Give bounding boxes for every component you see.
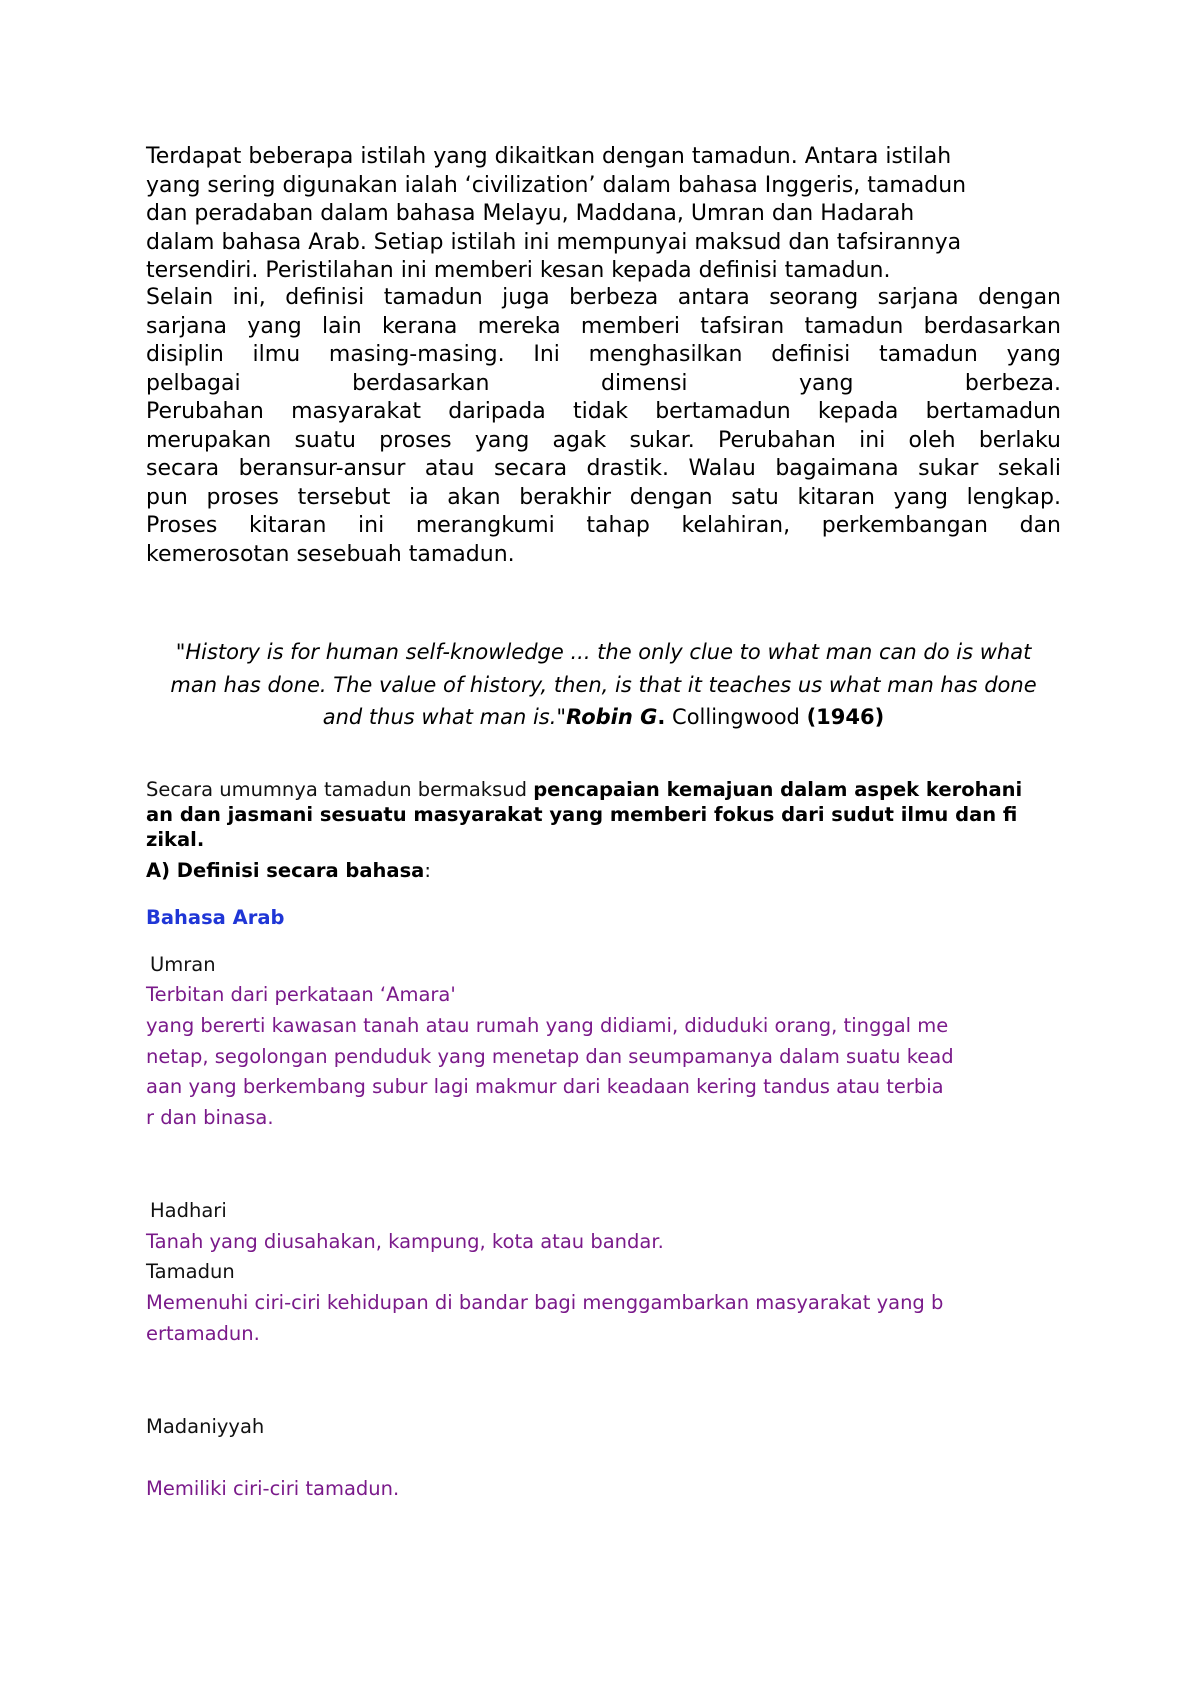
intro-rest: pencapaian kemajuan dalam aspek kerohani: [533, 778, 1023, 801]
definition-line: r dan binasa.: [146, 1105, 274, 1129]
paragraph-line: pun proses tersebut ia akan berakhir dengan satu kitaran yang lengkap.: [146, 484, 1061, 510]
definition-line: netap, segolongan penduduk yang menetap dan seumpamanya dalam suatu kead: [146, 1044, 954, 1068]
paragraph-line: secara beransur-ansur atau secara drastik. Walau bagaimana sukar sekali: [146, 456, 1061, 481]
quote-author-surname: Collingwood: [665, 705, 807, 729]
quote-line: [146, 701, 1061, 734]
paragraph-line: dalam bahasa Arab. Setiap istilah ini mempunyai maksud dan tafsirannya: [146, 229, 962, 255]
definition-intro: [146, 777, 1066, 852]
intro-lead: Secara umumnya tamadun bermaksud: [146, 778, 534, 801]
section-a-title: A) Definisi secara bahasa: [146, 859, 425, 882]
madaniyyah-definition: Memiliki ciri-ciri tamadun.: [146, 1477, 400, 1500]
paragraph-line: tersendiri. Peristilahan ini memberi kesan kepada definisi tamadun.: [146, 258, 891, 283]
collingwood-quote: [146, 636, 1061, 734]
paragraph-line: yang sering digunakan ialah ‘civilization’ dalam bahasa Inggeris, tamadun: [146, 172, 967, 198]
quote-author-name: Robin G: [566, 705, 658, 729]
intro-line: [146, 777, 1066, 802]
paragraph-line: kemerosotan sesebuah tamadun.: [146, 541, 515, 567]
definition-line: yang bererti kawasan tanah atau rumah yang didiami, diduduki orang, tinggal me: [146, 1014, 949, 1037]
tamadun-definition: [146, 1288, 1076, 1349]
paragraph-line: Terdapat beberapa istilah yang dikaitkan dengan tamadun. Antara istilah: [146, 144, 952, 169]
definition-line: ertamadun.: [146, 1321, 260, 1345]
term-hadhari: Hadhari: [150, 1199, 227, 1222]
paragraph-line: sarjana yang lain kerana mereka memberi tafsiran tamadun berdasarkan: [146, 313, 1061, 339]
paragraph-istilah-tamadun: [146, 143, 1061, 286]
paragraph-definisi-sarjana: [146, 284, 1061, 569]
quote-year: (1946): [806, 705, 885, 729]
umran-origin: Terbitan dari perkataan ‘Amara': [146, 983, 456, 1006]
quote-text: and thus what man is.": [322, 705, 567, 729]
bahasa-arab-heading: Bahasa Arab: [146, 906, 285, 929]
intro-line: zikal.: [146, 828, 205, 851]
quote-author-dot: .: [657, 705, 666, 729]
paragraph-line: Perubahan masyarakat daripada tidak bertamadun kepada bertamadun: [146, 399, 1061, 424]
intro-line: an dan jasmani sesuatu masyarakat yang memberi fokus dari sudut ilmu dan fi: [146, 803, 1018, 826]
quote-line: "History is for human self-knowledge ... the only clue to what man can do is what: [175, 640, 1032, 664]
paragraph-line: merupakan suatu proses yang agak sukar. Perubahan ini oleh berlaku: [146, 427, 1061, 453]
hadhari-definition: Tanah yang diusahakan, kampung, kota atau bandar.: [146, 1230, 664, 1253]
definition-line: aan yang berkembang subur lagi makmur dari keadaan kering tandus atau terbia: [146, 1075, 944, 1098]
term-umran: Umran: [150, 953, 216, 976]
definition-line: Memenuhi ciri-ciri kehidupan di bandar bagi menggambarkan masyarakat yang b: [146, 1291, 944, 1314]
paragraph-line: dan peradaban dalam bahasa Melayu, Maddana, Umran dan Hadarah: [146, 201, 915, 226]
section-a-colon: :: [424, 859, 431, 882]
paragraph-line: Selain ini, definisi tamadun juga berbeza antara seorang sarjana dengan: [146, 285, 1061, 310]
term-tamadun: Tamadun: [146, 1260, 235, 1283]
section-a-heading: [146, 856, 431, 886]
paragraph-line: disiplin ilmu masing-masing. Ini menghasilkan definisi tamadun yang: [146, 342, 1061, 367]
paragraph-line: Proses kitaran ini merangkumi tahap kelahiran, perkembangan dan: [146, 513, 1061, 538]
term-madaniyyah: Madaniyyah: [146, 1415, 265, 1438]
umran-definition: [146, 1011, 1076, 1133]
quote-line: man has done. The value of history, then, is that it teaches us what man has done: [170, 672, 1037, 697]
paragraph-line: pelbagai berdasarkan dimensi yang berbeza.: [146, 370, 1061, 396]
